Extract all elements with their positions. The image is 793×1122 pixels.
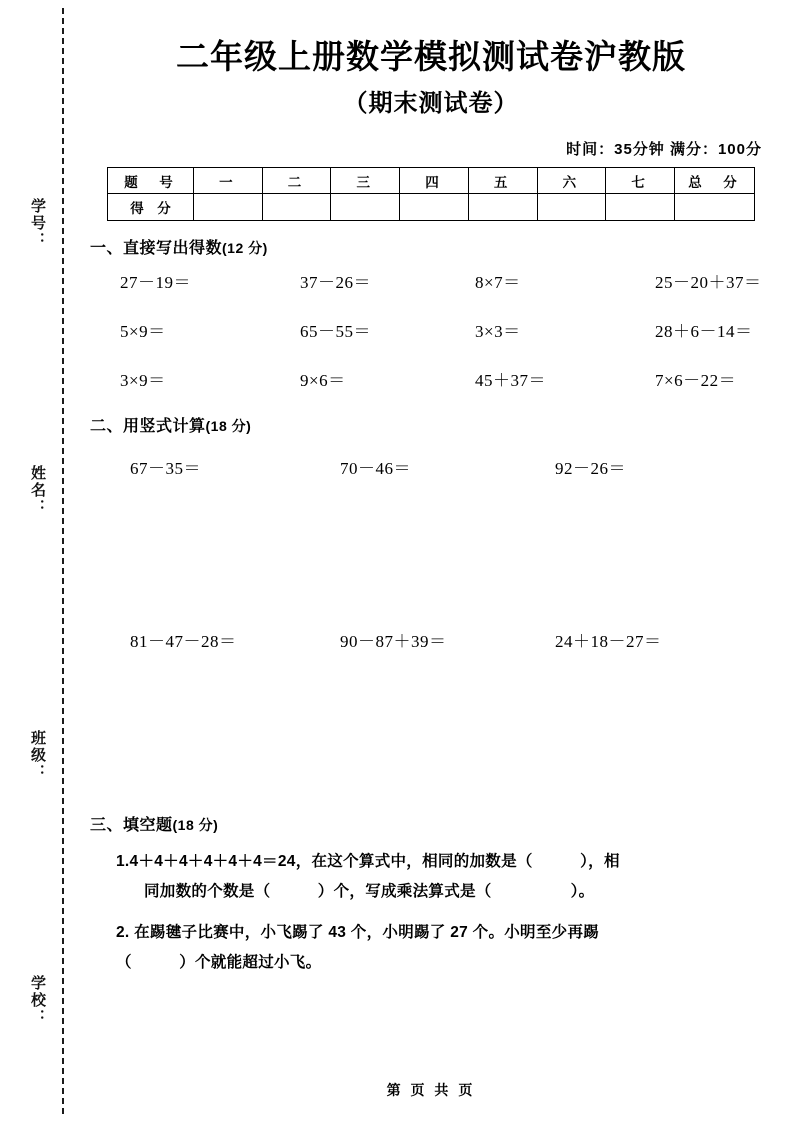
problem-item: 65－55＝	[300, 322, 371, 342]
section-2-points: (18 分)	[205, 418, 252, 435]
problem-item: 7×6－22＝	[655, 371, 737, 391]
score-table-col-6: 六	[537, 168, 606, 194]
problem-item: 27－19＝	[120, 273, 191, 293]
side-label-school: 学校：	[29, 975, 46, 1026]
problem-item: 5×9＝	[120, 322, 166, 342]
section-1-points: (12 分)	[222, 240, 268, 257]
section-1-title: 一、直接写出得数	[90, 240, 223, 258]
score-table-row-label-2: 得 分	[108, 194, 194, 221]
score-cell-5[interactable]	[468, 194, 537, 221]
fill-question-1-line-2: 同加数的个数是（ ）个，写成乘法算式是（ ）。	[144, 883, 595, 901]
fill-question-1	[116, 847, 740, 907]
problem-item: 3×3＝	[475, 322, 521, 342]
fill-question-2-line-2: （ ）个就能超过小飞。	[116, 953, 322, 971]
left-binding-margin	[0, 0, 66, 1122]
problem-item: 24＋18－27＝	[555, 632, 662, 652]
score-cell-total[interactable]	[675, 194, 755, 221]
problem-item: 8×7＝	[475, 273, 521, 293]
score-table-col-5: 五	[468, 168, 537, 194]
score-table-col-4: 四	[400, 168, 469, 194]
problem-item: 25－20＋37＝	[655, 273, 762, 293]
problem-item: 28＋6－14＝	[655, 322, 753, 342]
fill-question-2-line-1: 2. 在踢毽子比赛中，小飞踢了 43 个，小明踢了 27 个。小明至少再踢	[116, 923, 600, 941]
fill-question-1-line-1: 1.4＋4＋4＋4＋4＋4＝24，在这个算式中，相同的加数是（ ），相	[116, 853, 620, 871]
score-cell-3[interactable]	[331, 194, 400, 221]
table-row-question-numbers	[108, 168, 755, 194]
score-table	[107, 167, 755, 221]
problem-item: 81－47－28＝	[130, 632, 237, 652]
score-table-row-label-1: 题 号	[108, 168, 194, 194]
table-row-scores	[108, 194, 755, 221]
section-3-heading	[90, 812, 776, 835]
problem-item: 90－87＋39＝	[340, 632, 447, 652]
score-cell-2[interactable]	[262, 194, 331, 221]
section-1-problem-grid	[120, 268, 776, 391]
page-title: 二年级上册数学模拟测试卷沪教版	[176, 38, 686, 75]
section-2-title: 二、用竖式计算	[90, 418, 206, 436]
page-subtitle: （期末测试卷）	[343, 90, 519, 118]
dashed-fold-line	[62, 8, 64, 1114]
page-footer: 第 页 共 页	[386, 1082, 476, 1098]
score-table-col-3: 三	[331, 168, 400, 194]
problem-item: 3×9＝	[120, 371, 166, 391]
problem-item: 70－46＝	[340, 459, 411, 479]
score-cell-7[interactable]	[606, 194, 675, 221]
section-1-heading	[90, 235, 776, 258]
score-table-col-total: 总 分	[675, 168, 755, 194]
side-label-class: 班级：	[29, 730, 46, 781]
section-3-title: 三、填空题	[90, 817, 173, 835]
problem-item: 9×6＝	[300, 371, 346, 391]
score-cell-4[interactable]	[400, 194, 469, 221]
score-cell-6[interactable]	[537, 194, 606, 221]
score-table-col-2: 二	[262, 168, 331, 194]
score-table-col-1: 一	[194, 168, 263, 194]
section-2-row-2	[130, 627, 776, 652]
fill-question-2	[116, 918, 740, 978]
score-cell-1[interactable]	[194, 194, 263, 221]
problem-item: 37－26＝	[300, 273, 371, 293]
exam-paper-body	[86, 0, 776, 1122]
section-2-heading	[90, 413, 776, 436]
section-2-row-1	[130, 454, 776, 479]
side-label-student-id: 学号：	[29, 198, 46, 249]
section-3-questions	[116, 847, 740, 978]
side-label-name: 姓名：	[29, 465, 46, 516]
problem-item: 92－26＝	[555, 459, 626, 479]
problem-item: 67－35＝	[130, 459, 201, 479]
exam-meta-info: 时间：35分钟 满分：100分	[566, 141, 762, 159]
score-table-col-7: 七	[606, 168, 675, 194]
problem-item: 45＋37＝	[475, 371, 546, 391]
section-3-points: (18 分)	[172, 817, 219, 834]
